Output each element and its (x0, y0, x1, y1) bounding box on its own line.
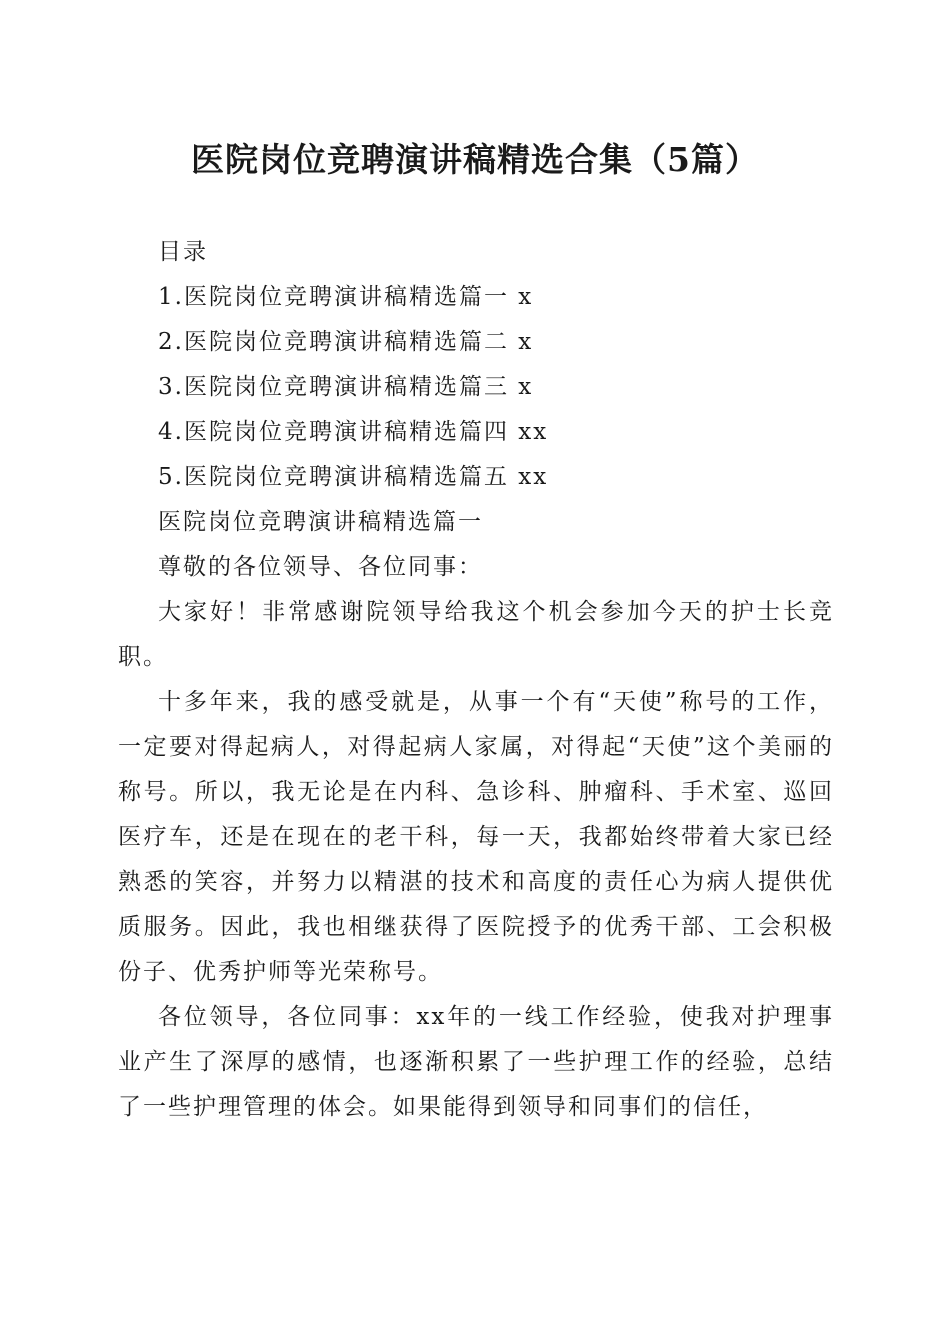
section-heading: 医院岗位竞聘演讲稿精选篇一 (158, 509, 483, 535)
document-title: 医院岗位竞聘演讲稿精选合集（5篇） (191, 140, 759, 179)
salutation: 尊敬的各位领导、各位同事： (158, 554, 483, 580)
paragraph-3: 各位领导，各位同事：xx年的一线工作经验，使我对护理事业产生了深厚的感情，也逐渐积累了一些护理工作的经验，总结了一些护理管理的体会。如果能得到领导和同事们的信任， (118, 1004, 834, 1120)
toc-item-2: 2.医院岗位竞聘演讲稿精选篇二 x (158, 329, 534, 355)
paragraph-2: 十多年来，我的感受就是，从事一个有“天使”称号的工作，一定要对得起病人，对得起病人家属，对得起“天使”这个美丽的称号。所以，我无论是在内科、急诊科、肿瘤科、手术室、巡回医疗车，还是在现在的老干科，每一天，我都始终带着大家已经熟悉的笑容，并努力以精湛的技术和高度的责任心为病人提供优质服务。因此，我也相继获得了医院授予的优秀干部、工会积极份子、优秀护师等光荣称号。 (118, 689, 834, 985)
toc-item-4: 4.医院岗位竞聘演讲稿精选篇四 xx (158, 419, 549, 445)
toc-item-1: 1.医院岗位竞聘演讲稿精选篇一 x (158, 284, 534, 310)
toc-heading: 目录 (158, 239, 208, 265)
toc-item-5: 5.医院岗位竞聘演讲稿精选篇五 xx (158, 464, 549, 490)
toc-item-3: 3.医院岗位竞聘演讲稿精选篇三 x (158, 374, 534, 400)
document-body (118, 230, 834, 1130)
paragraph-1: 大家好！非常感谢院领导给我这个机会参加今天的护士长竞职。 (118, 599, 834, 670)
